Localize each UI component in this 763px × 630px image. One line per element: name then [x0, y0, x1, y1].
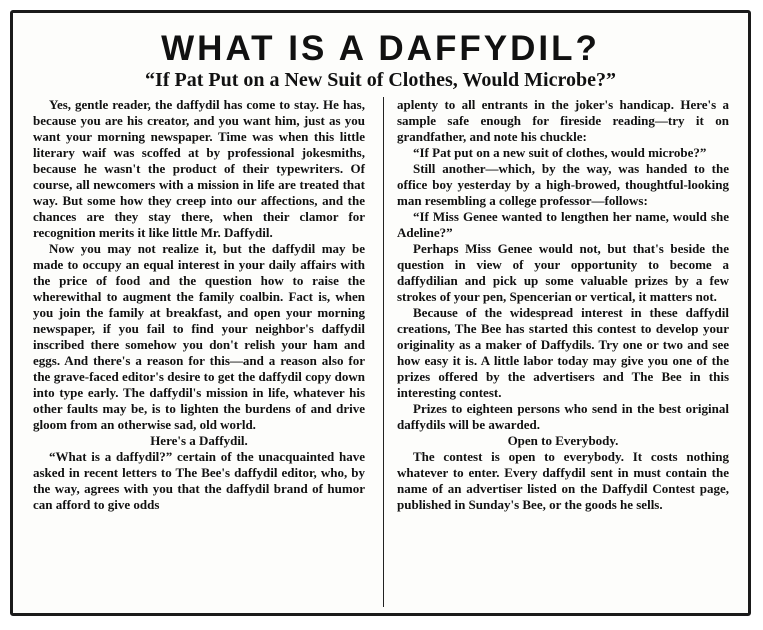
paragraph: Perhaps Miss Genee would not, but that's beside the question in view of your opportunity to become a daffydilian and pick up some valuable prizes by a few strokes of your pen, Spencerian or vertical, it matters not. — [397, 241, 729, 304]
paragraph: aplenty to all entrants in the joker's handicap. Here's a sample safe enough for fireside reading—try it on grandfather, and note his chuckle: — [397, 97, 729, 144]
subheadline: “If Pat Put on a New Suit of Clothes, Would Microbe?” — [145, 69, 616, 91]
paragraph: “If Pat put on a new suit of clothes, would microbe?” — [413, 145, 707, 160]
paragraph: Still another—which, by the way, was handed to the office boy yesterday by a high-browed, thoughtful-looking man resembling a college professor—follows: — [397, 161, 729, 208]
section-heading: Here's a Daffydil. — [150, 433, 248, 448]
column-divider — [383, 97, 384, 607]
paragraph: “What is a daffydil?” certain of the unacquainted have asked in recent letters to The Bee's daffydil editor, who, by the way, agrees with you that the daffydil brand of humor can afford to give odds — [33, 449, 365, 512]
paragraph: Now you may not realize it, but the daffydil may be made to occupy an equal interest in your daily affairs with the price of food and the question how to raise the wherewithal to augment the family coalbin. Fact is, when you join the family at breakfast, and open your morning newspaper, if you fail to find your neighbor's daffydil inscribed there somehow you don't relish your ham and eggs. And there's a reason for this—and a reason also for the grave-faced editor's desire to get the daffydil copy down into type early. The daffydil's mission in life, whatever his other faults may be, is to lighten the burdens of and drive gloom from an otherwise sad, old world. — [33, 241, 365, 432]
headline: WHAT IS A DAFFYDIL? — [161, 29, 600, 68]
section-heading: Open to Everybody. — [507, 433, 619, 448]
paragraph: Prizes to eighteen persons who send in the best original daffydils will be awarded. — [397, 401, 729, 432]
paragraph: The contest is open to everybody. It costs nothing whatever to enter. Every daffydil sent in must contain the name of an advertiser listed on the Daffydil Contest page, published in Sunday's Bee, or the goods he sells. — [397, 449, 729, 512]
paragraph: “If Miss Genee wanted to lengthen her name, would she Adeline?” — [397, 209, 729, 240]
left-column — [33, 97, 365, 513]
right-column — [397, 97, 729, 513]
paragraph: Yes, gentle reader, the daffydil has come to stay. He has, because you are his creator, and you want him, just as you want your morning newspaper. Time was when this little literary waif was scoffed at by professional jokesmiths, because he wasn't the product of their typewriters. Of course, all newcomers with a mission in life are treated that way. But some how they creep into our affections, and the chances are they stay there, when their clamor for recognition merits it like little Mr. Daffydil. — [33, 97, 365, 240]
paragraph: Because of the widespread interest in these daffydil creations, The Bee has started this contest to develop your originality as a maker of Daffydils. Try one or two and see how easy it is. A little labor today may give you one of the prizes offered by the advertisers and The Bee in this interesting contest. — [397, 305, 729, 400]
article-frame — [10, 10, 751, 616]
